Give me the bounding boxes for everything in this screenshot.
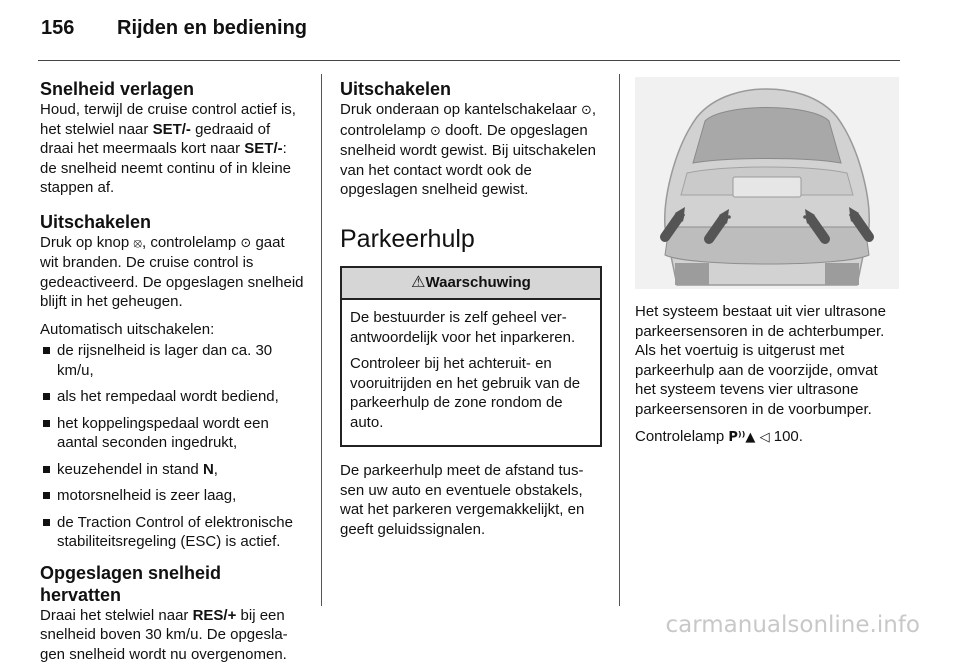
auto-off-intro: Automatisch uitschakelen: (40, 320, 304, 340)
car-rear-illustration (635, 77, 899, 289)
warning-title: Waarschuwing (426, 274, 531, 291)
list-item: het koppelingspedaal wordt een aantal seconden ingedrukt, (40, 414, 304, 453)
res-plus-label: RES/+ (193, 607, 237, 624)
text: gaat wit branden. De cruise control is gedeactiveerd. De opgeslagen snelheid blijft in het geheugen. (40, 234, 304, 311)
paragraph-sensors: Het systeem bestaat uit vier ultrasone parkeersensoren in de achterbumper. Als het voertuig is uitgerust met parkeerhulp aan de voorzijde, omvat het systeem tevens vier ultrasone parkeersensoren in de voorbumper. (635, 302, 900, 419)
text: , controlelamp (142, 234, 240, 251)
set-minus-label: SET/- (153, 121, 191, 138)
warning-body (342, 300, 600, 445)
header-rule (38, 60, 900, 61)
cruise-control-lamp-icon: ⊙ (240, 236, 251, 251)
text: Draai het stelwiel naar (40, 607, 193, 624)
text: Druk onderaan op kantelschakelaar (340, 101, 581, 118)
page-reference-icon: ◁ (760, 430, 770, 445)
list-item: de rijsnelheid is lager dan ca. 30 km/u, (40, 341, 304, 380)
paragraph-controlelamp (635, 427, 900, 448)
set-minus-label: SET/- (244, 140, 282, 157)
text: gedraaid of draai het meermaals kort naar (40, 121, 270, 158)
auto-off-list (40, 341, 304, 552)
section-heading-parkeerhulp: Parkeerhulp (340, 224, 602, 254)
page-header (41, 17, 307, 40)
column-2 (340, 78, 602, 539)
cruise-control-lamp-icon: ⊙ (581, 103, 592, 118)
cruise-control-lamp-icon: ⊙ (430, 124, 441, 139)
column-1 (40, 78, 304, 664)
text: : de snelheid neemt continu of in kleine stappen af. (40, 140, 291, 196)
page-reference: 100. (770, 428, 803, 445)
page-number: 156 (41, 17, 117, 40)
text: Houd, terwijl de cruise control actief is, het stelwiel naar (40, 101, 296, 138)
text: bij een snelheid boven 30 km/u. De opgeslagen snelheid wordt nu overgenomen. (40, 607, 288, 663)
column-divider-1 (321, 74, 322, 606)
paragraph-hervatten (40, 606, 304, 664)
column-divider-2 (619, 74, 620, 606)
text: Druk op knop (40, 234, 133, 251)
text: , (214, 461, 218, 478)
section-heading-uitschakelen-2: Uitschakelen (340, 78, 602, 100)
text: , controlelamp (340, 101, 596, 139)
warning-box (340, 266, 602, 448)
list-item: de Traction Control of elektronische stabiliteitsregeling (ESC) is actief. (40, 513, 304, 552)
text: Controlelamp (635, 428, 728, 445)
warning-paragraph: Controleer bij het achteruit- en vooruitrijden en het gebruik van de parkeerhulp de zone rondom de auto. (350, 354, 592, 432)
paragraph-uitschakelen-2 (340, 100, 602, 200)
section-heading-snelheid-verlagen: Snelheid verlagen (40, 78, 304, 100)
paragraph-snelheid-verlagen (40, 100, 304, 198)
list-item: als het rempedaal wordt bediend, (40, 387, 304, 407)
text: keuzehendel in stand (57, 461, 203, 478)
watermark: carmanualsonline.info (665, 612, 920, 638)
cruise-off-button-icon: ⦻ (133, 236, 142, 251)
paragraph-uitschakelen (40, 233, 304, 312)
warning-triangle-icon: ⚠ (411, 274, 425, 291)
text: dooft. De opgeslagen snelheid wordt gewist. Bij uitschakelen van het contact wordt ook de opgeslagen snelheid gewist. (340, 122, 596, 199)
column-3 (635, 78, 900, 448)
section-heading-hervatten: Opgeslagen snelheid hervatten (40, 562, 304, 606)
warning-paragraph: De bestuurder is zelf geheel verantwoordelijk voor het inparkeren. (350, 308, 592, 347)
warning-header (342, 268, 600, 301)
section-heading-uitschakelen: Uitschakelen (40, 211, 304, 233)
paragraph-parkeerhulp: De parkeerhulp meet de afstand tussen uw auto en eventuele obstakels, wat het parkeren vergemakkelijkt, en geeft geluidssignalen. (340, 461, 602, 539)
parking-assist-lamp-icon: P⁾⁾▲ (728, 430, 755, 445)
list-item (40, 460, 304, 480)
page-title: Rijden en bediening (117, 17, 307, 39)
list-item: motorsnelheid is zeer laag, (40, 486, 304, 506)
gear-n-label: N (203, 461, 214, 478)
